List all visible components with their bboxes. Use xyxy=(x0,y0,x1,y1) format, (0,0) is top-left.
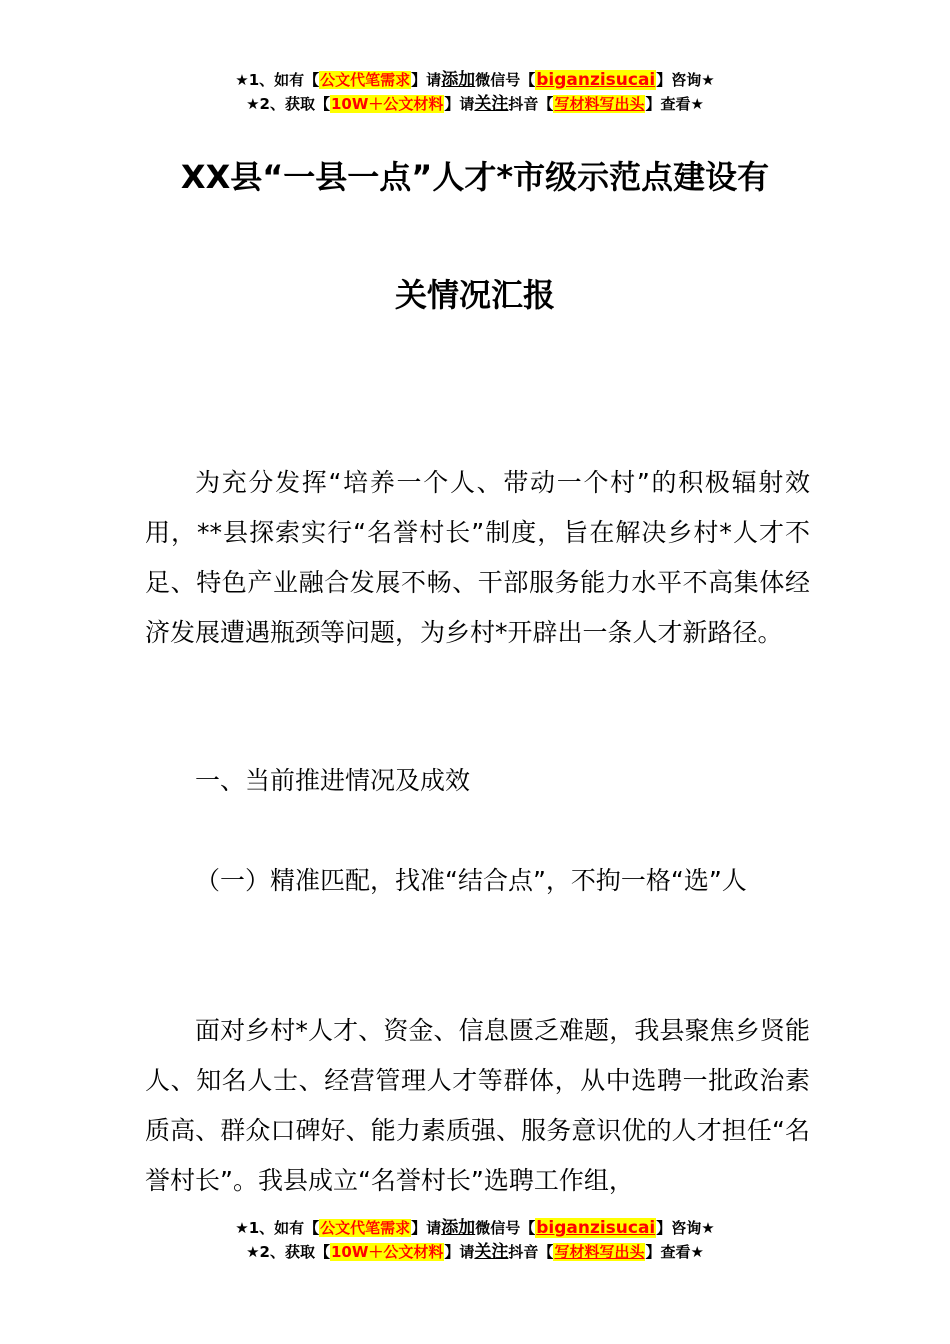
subsection-heading: （一）精准匹配，找准“结合点”，不拘一格“选”人 xyxy=(195,866,747,895)
banner-line-1: ★1、如有【公文代笔需求】请添加微信号【biganzisucai】咨询★ xyxy=(235,70,715,90)
section-heading: 一、当前推进情况及成效 xyxy=(195,766,471,795)
intro-paragraph: 为充分发挥“培养一个人、带动一个村”的积极辐射效用，**县探索实行“名誉村长”制度，旨在解决乡村*人才不足、特色产业融合发展不畅、干部服务能力水平不高集体经济发展遭遇瓶颈等问题，为乡村*开辟出一条人才新路径。 xyxy=(145,468,810,647)
emphasis-add: 添加 xyxy=(441,1218,476,1238)
header-banner xyxy=(0,68,950,116)
highlight-service: 公文代笔需求 xyxy=(320,71,411,89)
body-paragraph: 面对乡村*人才、资金、信息匮乏难题，我县聚焦乡贤能人、知名人士、经营管理人才等群体，从中选聘一批政治素质高、群众口碑好、能力素质强、服务意识优的人才担任“名誉村长”。我县成立“名誉村长”选聘工作组， xyxy=(145,1016,810,1195)
banner-line-1: ★1、如有【公文代笔需求】请添加微信号【biganzisucai】咨询★ xyxy=(235,1218,715,1238)
highlight-service: 公文代笔需求 xyxy=(320,1219,411,1237)
highlight-douyin-id: 写材料写出头 xyxy=(554,1243,645,1261)
banner-line-2: ★2、获取【10W＋公文材料】请关注抖音【写材料写出头】查看★ xyxy=(246,94,704,114)
highlight-materials: 10W＋公文材料 xyxy=(330,95,444,113)
emphasis-follow: 关注 xyxy=(474,94,509,114)
banner-line-2: ★2、获取【10W＋公文材料】请关注抖音【写材料写出头】查看★ xyxy=(246,1242,704,1262)
emphasis-follow: 关注 xyxy=(474,1242,509,1262)
document-title-line-1: XX县“一县一点”人才*市级示范点建设有 xyxy=(180,158,770,196)
emphasis-add: 添加 xyxy=(441,70,476,90)
highlight-wechat-id: biganzisucai xyxy=(536,1218,656,1238)
highlight-douyin-id: 写材料写出头 xyxy=(554,95,645,113)
highlight-wechat-id: biganzisucai xyxy=(536,70,656,90)
document-title-line-2: 关情况汇报 xyxy=(394,276,555,314)
footer-banner xyxy=(0,1216,950,1264)
highlight-materials: 10W＋公文材料 xyxy=(330,1243,444,1261)
